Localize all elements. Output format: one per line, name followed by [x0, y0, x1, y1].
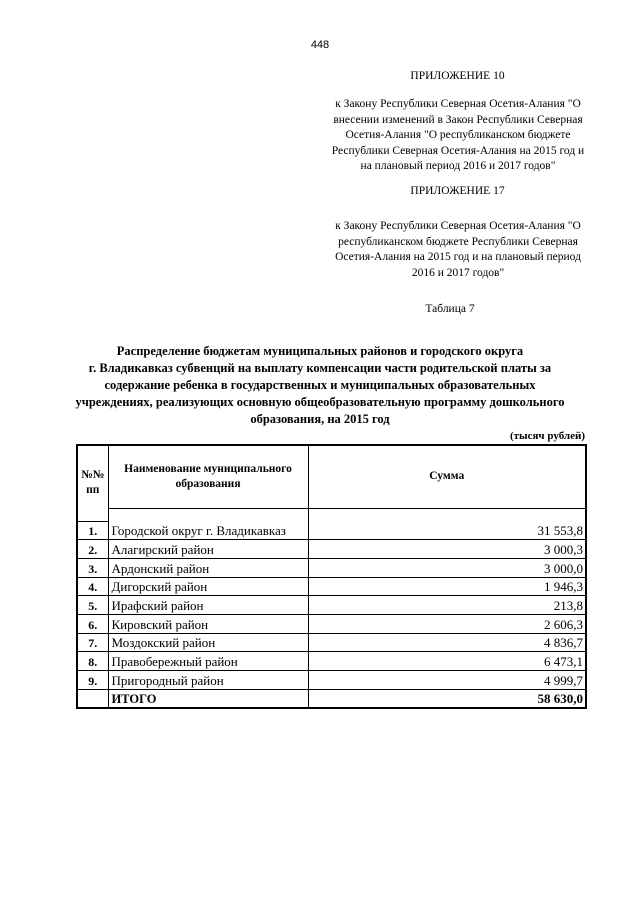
row-name: Правобережный район: [108, 652, 308, 671]
row-number: 5.: [77, 596, 108, 615]
table-row: [77, 577, 586, 596]
document-heading: [70, 343, 570, 428]
subsidy-table: [76, 444, 587, 709]
table-row: [77, 521, 586, 540]
total-label: ИТОГО: [108, 689, 308, 708]
header-number-line: №№: [81, 469, 105, 482]
table-row: [77, 540, 586, 559]
header-sum: Сумма: [308, 445, 586, 508]
row-number: 7.: [77, 633, 108, 652]
appendix-17-line: 2016 и 2017 годов": [411, 266, 505, 279]
row-name: Алагирский район: [108, 540, 308, 559]
appendix-17-text: [320, 219, 596, 281]
header-number-line: пп: [86, 484, 100, 497]
units-label: (тысяч рублей): [509, 430, 585, 442]
row-sum: 2 606,3: [308, 614, 586, 633]
appendix-10-title: ПРИЛОЖЕНИЕ 10: [410, 70, 505, 82]
spacer-cell: [108, 508, 308, 521]
page-number: 448: [310, 39, 330, 51]
row-name: Ирафский район: [108, 596, 308, 615]
appendix-17-line: республиканском бюджете Республики Северная: [338, 235, 578, 248]
row-name: Моздокский район: [108, 633, 308, 652]
table-row: [77, 633, 586, 652]
row-sum: 3 000,0: [308, 558, 586, 577]
row-number: 6.: [77, 614, 108, 633]
row-sum: 31 553,8: [308, 521, 586, 540]
table-number: Таблица 7: [425, 303, 475, 315]
header-name: [108, 445, 308, 508]
row-sum: 3 000,3: [308, 540, 586, 559]
heading-line: учреждениях, реализующих основную общеобразовательную программу дошкольного: [75, 395, 565, 409]
row-name: Кировский район: [108, 614, 308, 633]
row-number: 3.: [77, 558, 108, 577]
header-number: [77, 445, 108, 521]
heading-line: г. Владикавказ субвенций на выплату компенсации части родительской платы за: [88, 361, 552, 375]
table-header-row: [77, 445, 586, 508]
row-number: 9.: [77, 671, 108, 690]
total-sum: 58 630,0: [308, 689, 586, 708]
row-number: 1.: [77, 521, 108, 540]
appendix-10-text: [320, 97, 596, 175]
row-number: 4.: [77, 577, 108, 596]
table-row: [77, 596, 586, 615]
appendix-17-line: Осетия-Алания на 2015 год и на плановый период: [335, 251, 581, 263]
table-row: [77, 652, 586, 671]
row-name: Дигорский район: [108, 577, 308, 596]
header-name-line: Наименование муниципального: [124, 462, 292, 475]
appendix-17-title: ПРИЛОЖЕНИЕ 17: [410, 185, 505, 197]
heading-line: Распределение бюджетам муниципальных районов и городского округа: [116, 344, 524, 358]
table-spacer-row: [77, 508, 586, 521]
row-sum: 1 946,3: [308, 577, 586, 596]
total-number: [77, 689, 108, 708]
heading-line: образования, на 2015 год: [250, 412, 390, 426]
row-sum: 6 473,1: [308, 652, 586, 671]
row-number: 2.: [77, 540, 108, 559]
appendix-10-line: внесении изменений в Закон Республики Северная: [333, 113, 583, 126]
row-name: Ардонский район: [108, 558, 308, 577]
appendix-17-line: к Закону Республики Северная Осетия-Алания "О: [335, 220, 581, 232]
table-row: [77, 558, 586, 577]
table-row: [77, 614, 586, 633]
table-total-row: [77, 689, 586, 708]
heading-line: содержание ребенка в государственных и муниципальных образовательных: [104, 378, 536, 392]
header-name-line: образования: [175, 477, 241, 490]
row-sum: 4 836,7: [308, 633, 586, 652]
appendix-10-line: Осетия-Алания "О республиканском бюджете: [345, 129, 571, 141]
row-name: Городской округ г. Владикавказ: [108, 521, 308, 540]
row-name: Пригородный район: [108, 671, 308, 690]
appendix-10-line: к Закону Республики Северная Осетия-Алания "О: [335, 98, 581, 110]
appendix-10-line: Республики Северная Осетия-Алания на 2015 год и: [331, 144, 585, 157]
appendix-10-line: на плановый период 2016 и 2017 годов": [360, 160, 556, 172]
row-number: 8.: [77, 652, 108, 671]
row-sum: 4 999,7: [308, 671, 586, 690]
table-row: [77, 671, 586, 690]
row-sum: 213,8: [308, 596, 586, 615]
spacer-cell: [308, 508, 586, 521]
